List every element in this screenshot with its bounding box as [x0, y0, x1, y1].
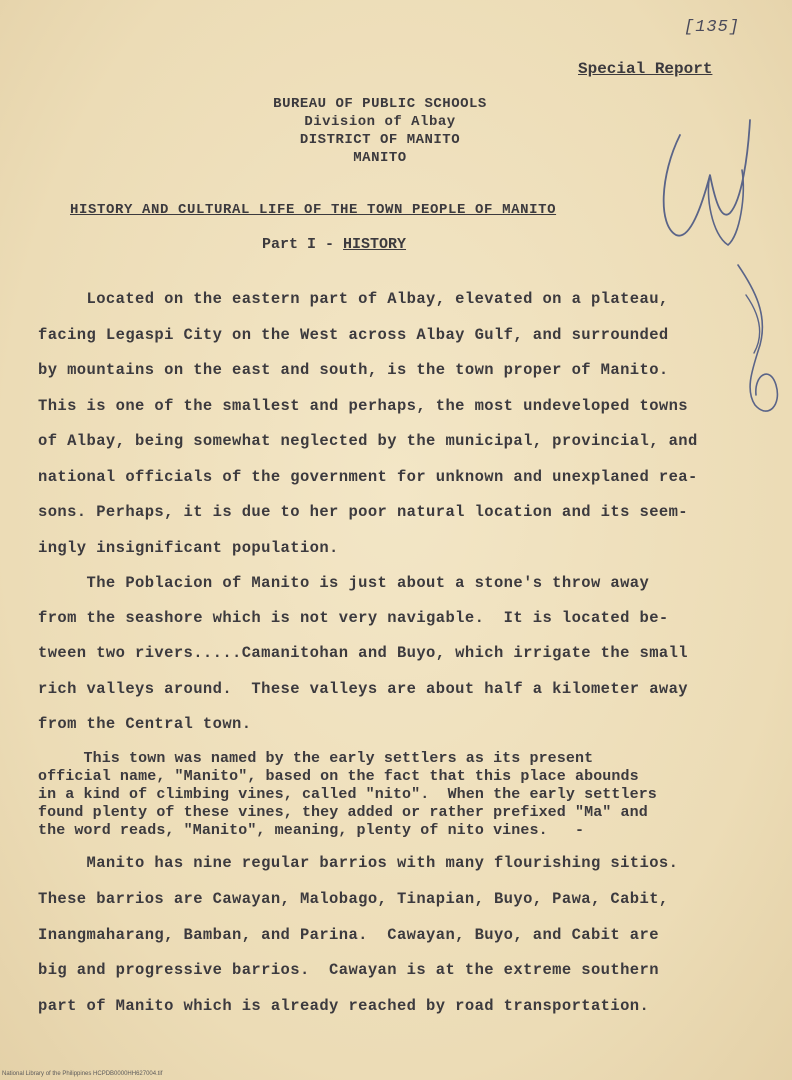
report-label: Special Report [578, 60, 713, 78]
archive-footer: National Library of the Philippines HCPDB0000HH627004.tif [2, 1071, 163, 1077]
p1-line: by mountains on the east and south, is the town proper of Manito. [38, 361, 669, 379]
p4-line: big and progressive barrios. Cawayan is at the extreme southern [38, 961, 659, 979]
p2-line: rich valleys around. These valleys are about half a kilometer away [38, 680, 689, 698]
p1-line: facing Legaspi City on the West across Albay Gulf, and surrounded [38, 326, 669, 344]
p1-line: This is one of the smallest and perhaps, the most undeveloped towns [38, 397, 689, 415]
document-title: HISTORY AND CULTURAL LIFE OF THE TOWN PEOPLE OF MANITO [70, 202, 557, 218]
p3-line: the word reads, "Manito", meaning, plenty of nito vines. - [38, 822, 585, 839]
p1-line: ingly insignificant population. [38, 539, 339, 557]
p3-line: found plenty of these vines, they added or rather prefixed "Ma" and [38, 804, 648, 821]
section-label: HISTORY [343, 236, 407, 253]
p3-line: in a kind of climbing vines, called "nito". When the early settlers [38, 786, 657, 803]
header-division: Division of Albay [304, 114, 456, 130]
p2-line: from the seashore which is not very navigable. It is located be- [38, 609, 669, 627]
p1-line: of Albay, being somewhat neglected by the municipal, provincial, and [38, 432, 698, 450]
section-prefix: Part I - [262, 236, 344, 253]
p4-line: part of Manito which is already reached by road transportation. [38, 997, 650, 1015]
p2-line: tween two rivers.....Camanitohan and Buyo, which irrigate the small [38, 644, 689, 662]
section-heading [262, 236, 406, 253]
reference-mark: [135] [684, 18, 741, 37]
p2-line: The Poblacion of Manito is just about a stone's throw away [38, 574, 650, 592]
p4-line: These barrios are Cawayan, Malobago, Tinapian, Buyo, Pawa, Cabit, [38, 890, 669, 908]
header-town: MANITO [353, 150, 407, 166]
p4-line: Manito has nine regular barrios with many flourishing sitios. [38, 854, 679, 872]
p3-line: This town was named by the early settlers as its present [38, 750, 594, 767]
p1-line: Located on the eastern part of Albay, elevated on a plateau, [38, 290, 669, 308]
p4-line: Inangmaharang, Bamban, and Parina. Cawayan, Buyo, and Cabit are [38, 926, 659, 944]
p1-line: national officials of the government for unknown and unexplaned rea- [38, 468, 698, 486]
p2-line: from the Central town. [38, 715, 252, 733]
handwritten-signature-mark [650, 115, 785, 435]
p1-line: sons. Perhaps, it is due to her poor natural location and its seem- [38, 503, 689, 521]
p3-line: official name, "Manito", based on the fact that this place abounds [38, 768, 639, 785]
header-bureau: BUREAU OF PUBLIC SCHOOLS [273, 96, 487, 112]
header-district: DISTRICT OF MANITO [299, 132, 461, 148]
